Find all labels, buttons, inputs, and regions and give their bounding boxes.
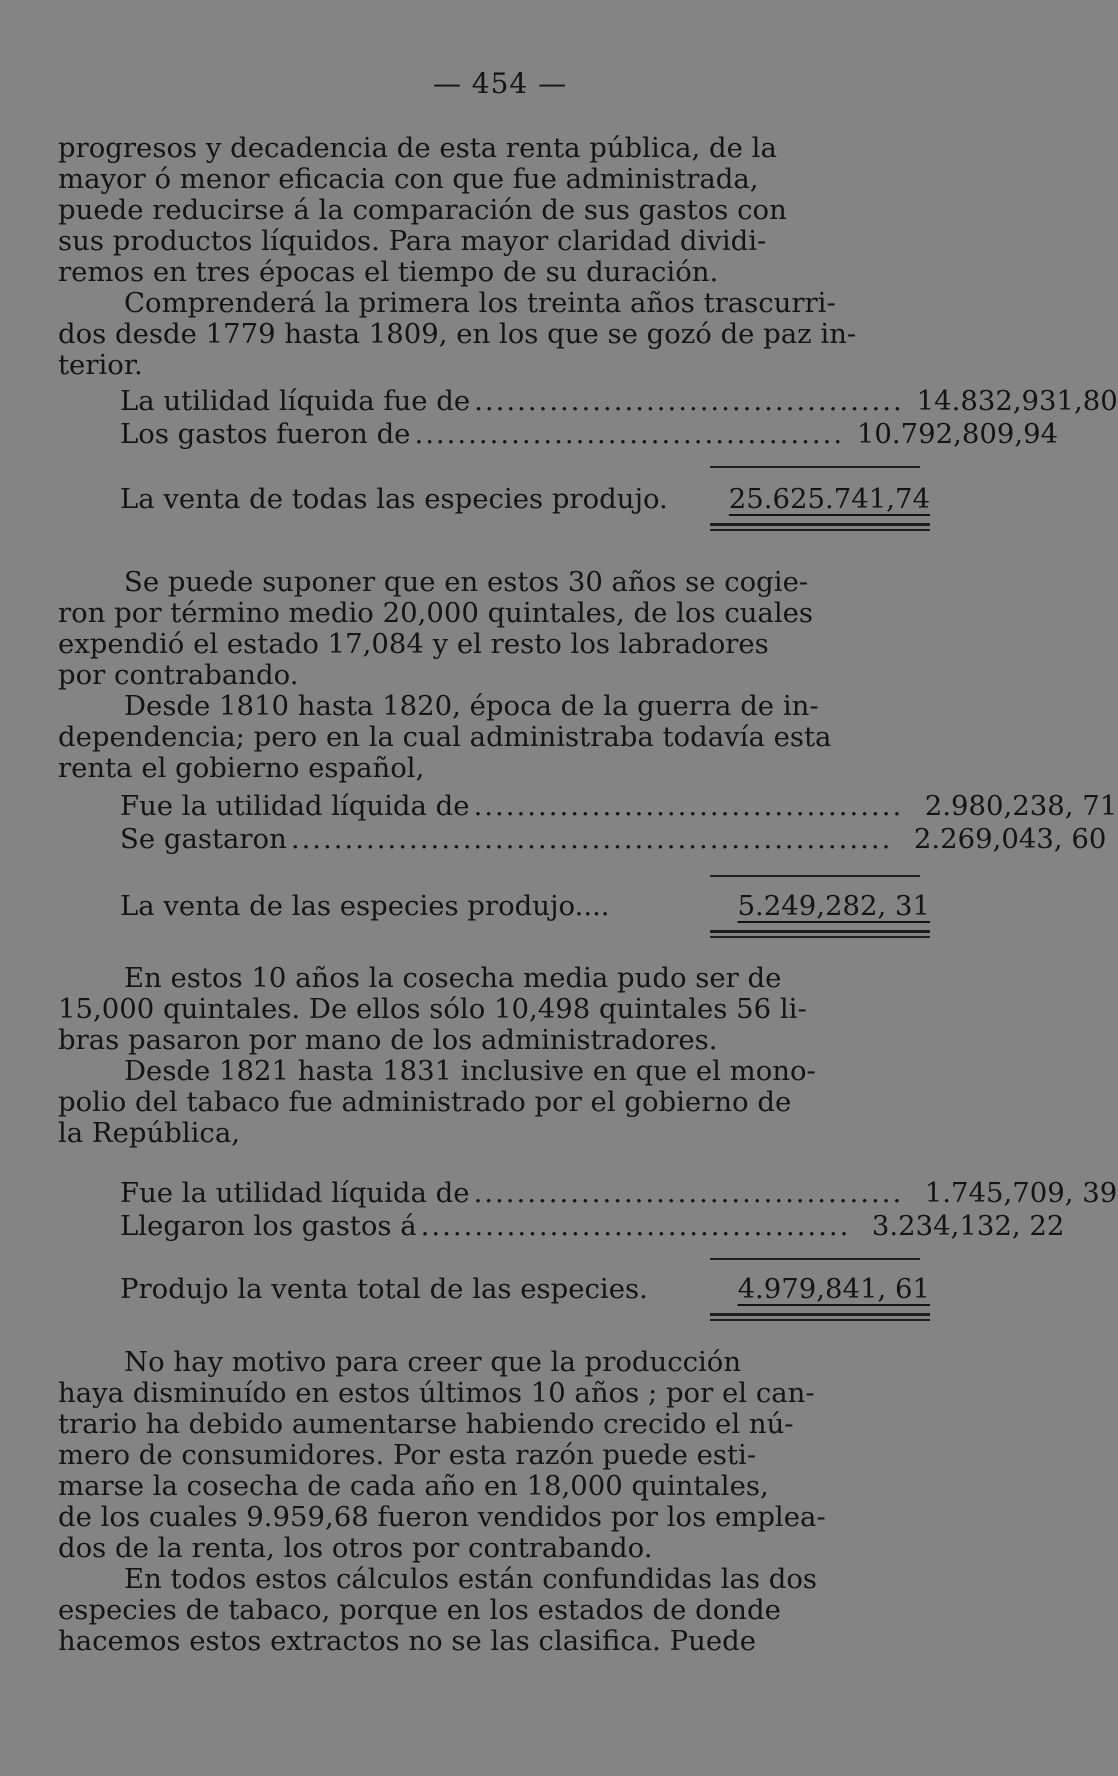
- line-text: la República,: [58, 1117, 240, 1149]
- sum-rule: [710, 466, 920, 468]
- text-line: [58, 288, 930, 319]
- line-text: expendió el estado 17,084 y el resto los labradores: [58, 628, 769, 660]
- row-label: Fue la utilidad líquida de: [120, 1177, 470, 1209]
- text-line: [58, 1564, 930, 1595]
- total-row: [120, 484, 930, 517]
- row-value: 3.234,132, 22: [871, 1210, 1065, 1242]
- line-text: No hay motivo para creer que la producción: [124, 1346, 742, 1378]
- leader-dots: ........................................: [473, 1177, 904, 1209]
- double-rule: [710, 1313, 930, 1321]
- total-label: La venta de todas las especies produjo.: [120, 483, 668, 515]
- text-line: [58, 567, 930, 598]
- text-line: [58, 1533, 930, 1564]
- text-line: [58, 1087, 930, 1118]
- paragraph-conclusion: [58, 1347, 930, 1657]
- line-text: 15,000 quintales. De ellos sólo 10,498 quintales 56 li-: [58, 993, 807, 1025]
- text-line: [58, 1025, 930, 1056]
- text-line: [58, 1118, 930, 1149]
- text-line: [58, 1626, 930, 1657]
- line-text: mayor ó menor eficacia con que fue administrada,: [58, 163, 759, 195]
- double-rule: [710, 930, 930, 938]
- figures-table-1821-1831: [120, 1177, 1118, 1321]
- text-line: [58, 164, 930, 195]
- text-line: [58, 691, 930, 722]
- line-text: trario ha debido aumentarse habiendo crecido el nú-: [58, 1408, 794, 1440]
- figure-row: [120, 418, 1059, 452]
- row-label: Llegaron los gastos á: [120, 1210, 417, 1242]
- line-text: Se puede suponer que en estos 30 años se cogie-: [124, 566, 809, 598]
- paragraph-intro: [58, 133, 930, 381]
- row-value: 2.980,238, 71: [924, 790, 1118, 822]
- double-rule: [710, 523, 930, 531]
- sum-rule: [710, 1258, 920, 1260]
- text-line: [58, 1056, 930, 1087]
- line-text: En estos 10 años la cosecha media pudo ser de: [124, 962, 782, 994]
- line-text: por contrabando.: [58, 659, 299, 691]
- figure-row: [120, 385, 1118, 419]
- paragraph-harvest-1: [58, 567, 930, 784]
- total-label: Produjo la venta total de las especies.: [120, 1273, 648, 1305]
- line-text: Comprenderá la primera los treinta años trascurri-: [124, 287, 836, 319]
- text-line: [58, 1440, 930, 1471]
- text-line: [58, 753, 930, 784]
- leader-dots: ........................................: [420, 1210, 851, 1242]
- sum-rule: [710, 875, 920, 877]
- line-text: dos de la renta, los otros por contrabando.: [58, 1532, 653, 1564]
- total-value: 5.249,282, 31: [737, 890, 930, 922]
- text-line: [58, 1378, 930, 1409]
- line-text: ron por término medio 20,000 quintales, de los cuales: [58, 597, 814, 629]
- line-text: especies de tabaco, porque en los estados de donde: [58, 1594, 781, 1626]
- paragraph-harvest-2: [58, 963, 930, 1149]
- row-value: 1.745,709, 39: [924, 1177, 1118, 1209]
- line-text: marse la cosecha de cada año en 18,000 quintales,: [58, 1470, 769, 1502]
- text-line: [58, 133, 930, 164]
- figures-table-1779-1809: [120, 385, 1118, 531]
- row-value: 2.269,043, 60: [913, 823, 1107, 855]
- text-line: [58, 629, 930, 660]
- line-text: hacemos estos extractos no se las clasifica. Puede: [58, 1625, 757, 1657]
- page-number: — 454 —: [432, 67, 568, 100]
- text-line: [58, 722, 930, 753]
- leader-dots: ........................................................: [290, 823, 893, 855]
- line-text: mero de consumidores. Por esta razón puede esti-: [58, 1439, 757, 1471]
- text-line: [58, 1502, 930, 1533]
- line-text: dependencia; pero en la cual administraba todavía esta: [58, 721, 832, 753]
- text-line: [58, 598, 930, 629]
- text-line: [58, 1347, 930, 1378]
- line-text: renta el gobierno español,: [58, 752, 425, 784]
- leader-dots: ........................................: [414, 418, 845, 450]
- figures-table-1810-1820: [120, 790, 1118, 938]
- line-text: terior.: [58, 349, 143, 381]
- total-label: La venta de las especies produjo....: [120, 890, 610, 922]
- text-line: [58, 660, 930, 691]
- text-line: [58, 1595, 930, 1626]
- figure-row: [120, 790, 1118, 824]
- text-line: [58, 226, 930, 257]
- text-line: [58, 994, 930, 1025]
- text-line: [58, 963, 930, 994]
- text-line: [58, 1471, 930, 1502]
- text-line: [58, 319, 930, 350]
- leader-dots: ........................................: [474, 385, 904, 417]
- row-label: Se gastaron: [120, 823, 287, 855]
- total-row: [120, 1274, 930, 1307]
- line-text: Desde 1810 hasta 1820, época de la guerra de in-: [124, 690, 819, 722]
- text-line: [58, 1409, 930, 1440]
- row-value: 10.792,809,94: [856, 418, 1059, 450]
- text-line: [58, 257, 930, 288]
- row-label: Los gastos fueron de: [120, 418, 411, 450]
- leader-dots: ........................................: [473, 790, 904, 822]
- line-text: puede reducirse á la comparación de sus gastos con: [58, 194, 787, 226]
- line-text: polio del tabaco fue administrado por el gobierno de: [58, 1086, 792, 1118]
- total-value: 4.979,841, 61: [737, 1273, 930, 1305]
- line-text: de los cuales 9.959,68 fueron vendidos por los emplea-: [58, 1501, 826, 1533]
- line-text: dos desde 1779 hasta 1809, en los que se gozó de paz in-: [58, 318, 857, 350]
- total-value: 25.625.741,74: [728, 483, 930, 515]
- figure-row: [120, 823, 1107, 857]
- line-text: sus productos líquidos. Para mayor claridad dividi-: [58, 225, 767, 257]
- text-line: [58, 195, 930, 226]
- row-label: Fue la utilidad líquida de: [120, 790, 470, 822]
- row-label: La utilidad líquida fue de: [120, 385, 471, 417]
- row-value: 14.832,931,80: [916, 385, 1118, 417]
- line-text: bras pasaron por mano de los administradores.: [58, 1024, 718, 1056]
- figure-row: [120, 1177, 1118, 1211]
- line-text: Desde 1821 hasta 1831 inclusive en que el mono-: [124, 1055, 816, 1087]
- line-text: remos en tres épocas el tiempo de su duración.: [58, 256, 719, 288]
- line-text: haya disminuído en estos últimos 10 años ; por el can-: [58, 1377, 815, 1409]
- figure-row: [120, 1210, 1065, 1244]
- text-line: [58, 350, 930, 381]
- total-row: [120, 891, 930, 924]
- line-text: En todos estos cálculos están confundidas las dos: [124, 1563, 818, 1595]
- line-text: progresos y decadencia de esta renta pública, de la: [58, 132, 777, 164]
